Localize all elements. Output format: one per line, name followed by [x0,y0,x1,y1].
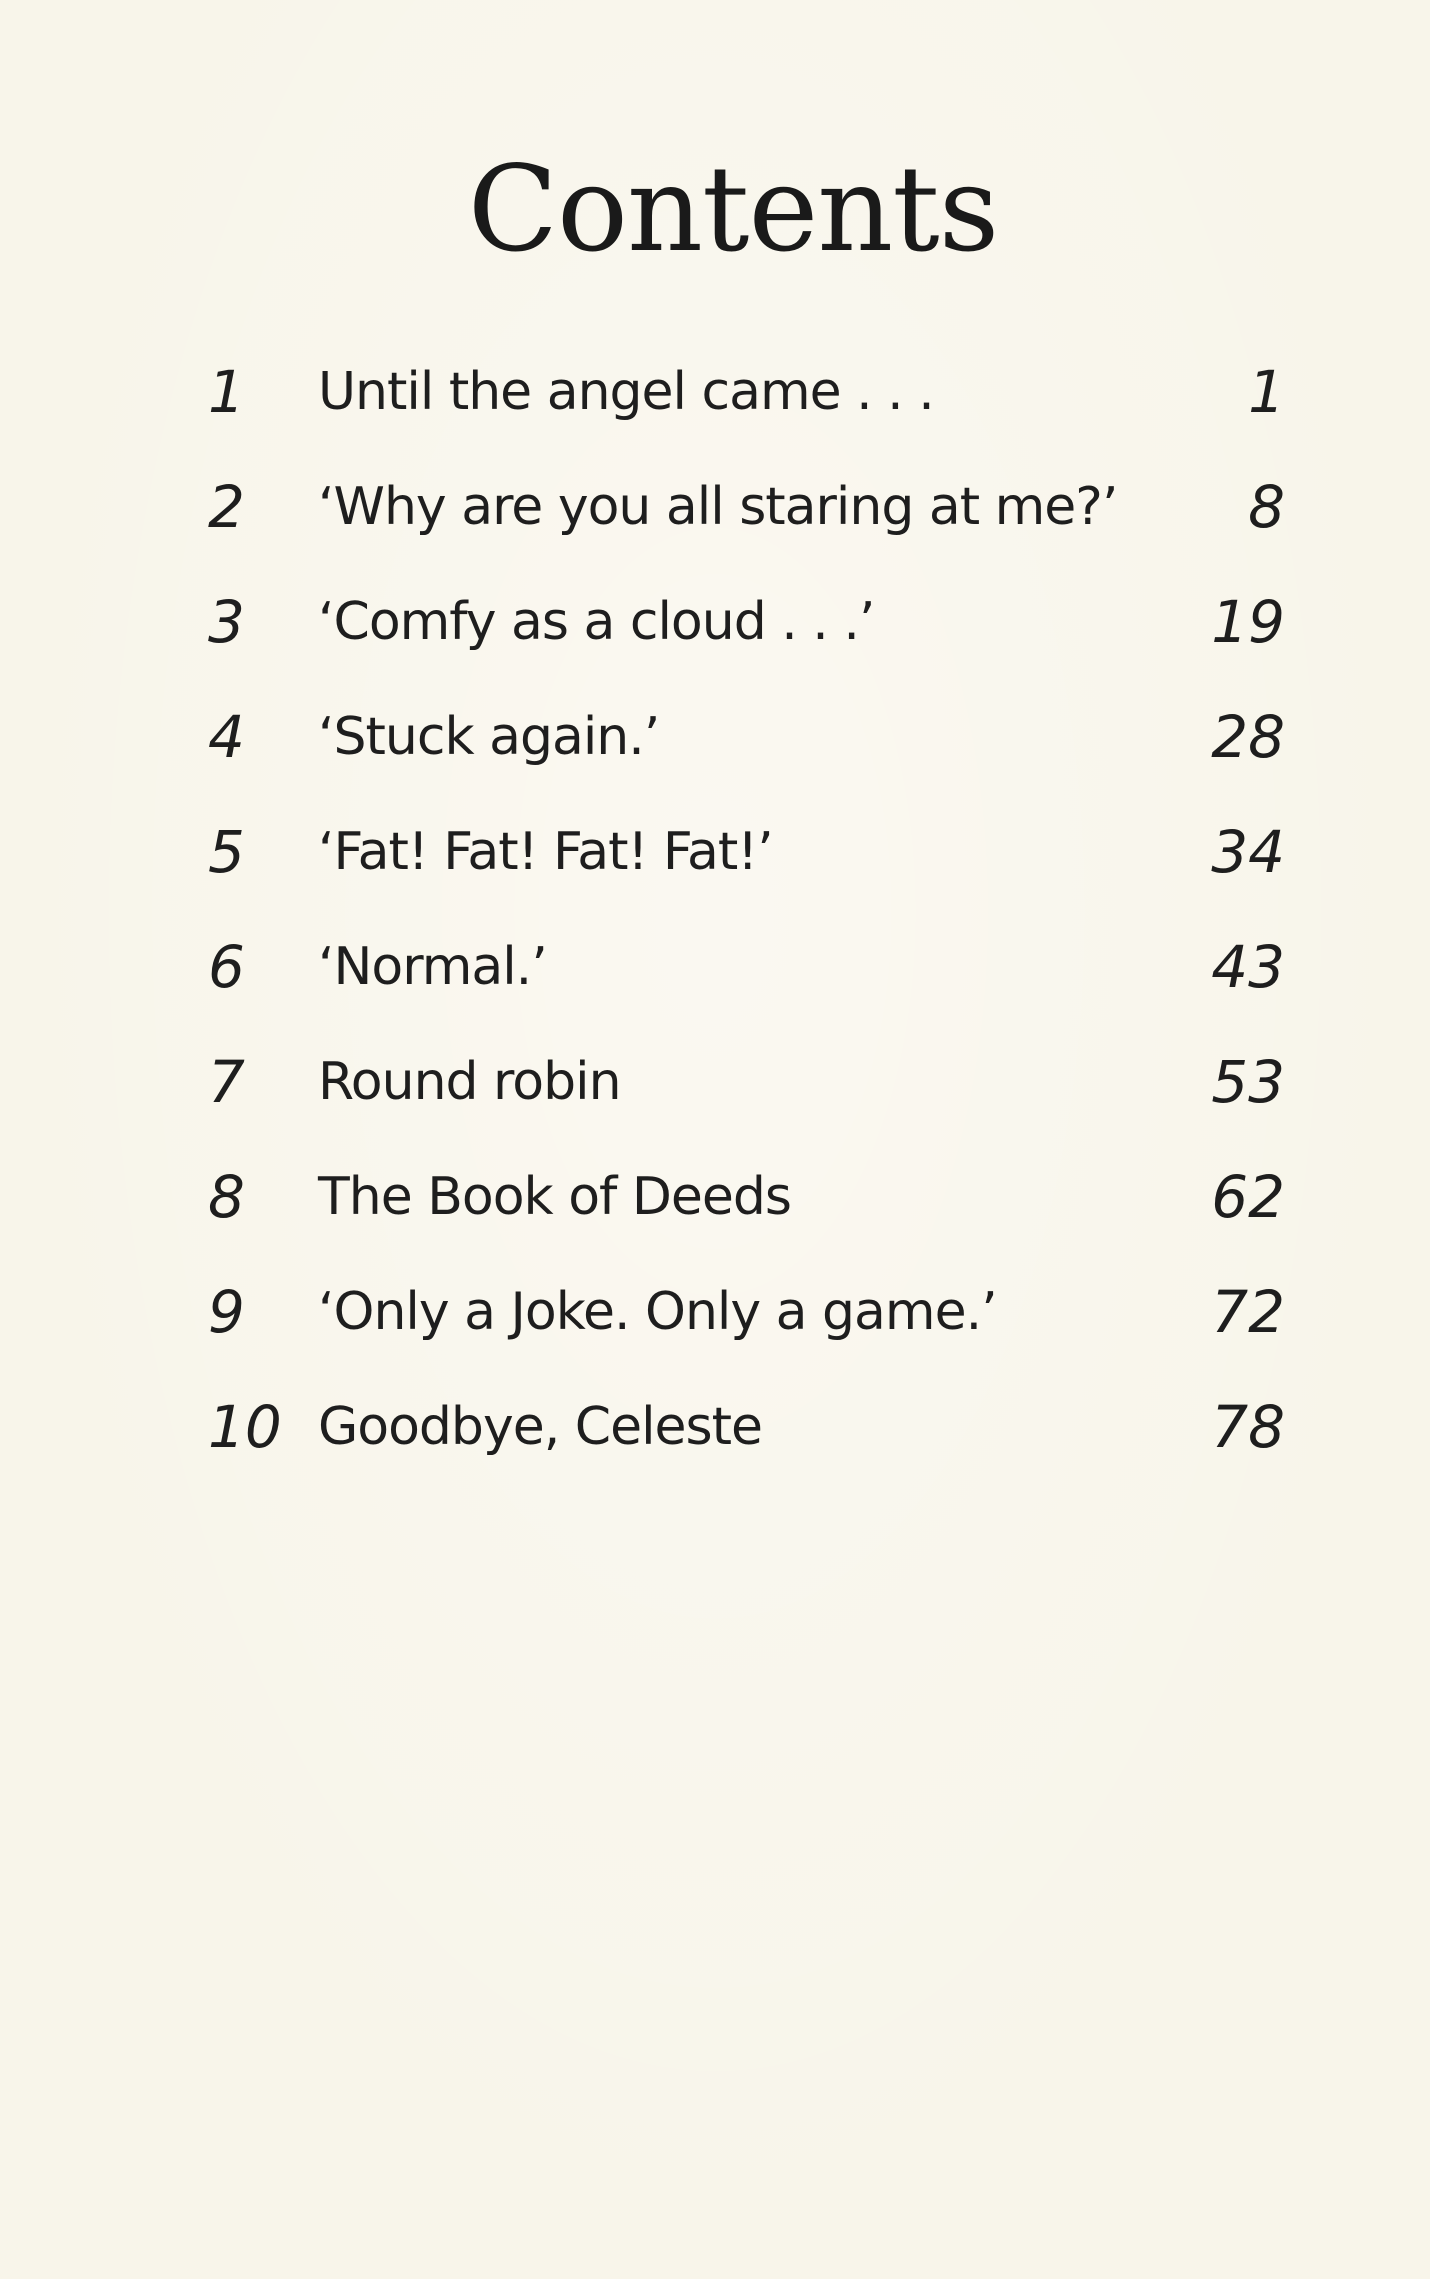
chapter-title: ‘Only a Joke. Only a game.’ [318,1282,997,1342]
toc-entry [0,1042,1430,1157]
toc-entry [0,1157,1430,1272]
toc-entry [0,697,1430,812]
chapter-number: 7 [208,1048,245,1116]
chapter-page-number: 78 [1211,1393,1285,1461]
chapter-title: ‘Stuck again.’ [318,707,660,767]
page-title: Contents [467,140,999,278]
chapter-page-number: 43 [1211,933,1285,1001]
chapter-number: 3 [208,588,245,656]
chapter-page-number: 19 [1211,588,1285,656]
chapter-title: ‘Comfy as a cloud . . .’ [318,592,875,652]
chapter-number: 5 [208,818,245,886]
chapter-page-number: 8 [1248,473,1285,541]
toc-entry [0,1272,1430,1387]
chapter-number: 6 [208,933,245,1001]
toc-entry [0,927,1430,1042]
chapter-title: Goodbye, Celeste [318,1397,762,1457]
toc-entry [0,467,1430,582]
chapter-page-number: 53 [1211,1048,1285,1116]
toc-entry [0,812,1430,927]
chapter-page-number: 28 [1211,703,1285,771]
table-of-contents [0,352,1430,1502]
chapter-page-number: 72 [1211,1278,1285,1346]
chapter-number: 9 [208,1278,245,1346]
chapter-title: Round robin [318,1052,621,1112]
toc-entry [0,352,1430,467]
chapter-page-number: 62 [1211,1163,1285,1231]
chapter-number: 2 [208,473,245,541]
toc-entry [0,582,1430,697]
chapter-page-number: 1 [1248,358,1285,426]
chapter-number: 4 [208,703,245,771]
chapter-title: The Book of Deeds [318,1167,791,1227]
chapter-title: ‘Normal.’ [318,937,547,997]
chapter-title: ‘Fat! Fat! Fat! Fat!’ [318,822,773,882]
chapter-page-number: 34 [1211,818,1285,886]
toc-entry [0,1387,1430,1502]
chapter-title: Until the angel came . . . [318,362,934,422]
chapter-number: 10 [208,1393,282,1461]
chapter-number: 8 [208,1163,245,1231]
chapter-title: ‘Why are you all staring at me?’ [318,477,1118,537]
chapter-number: 1 [208,358,245,426]
